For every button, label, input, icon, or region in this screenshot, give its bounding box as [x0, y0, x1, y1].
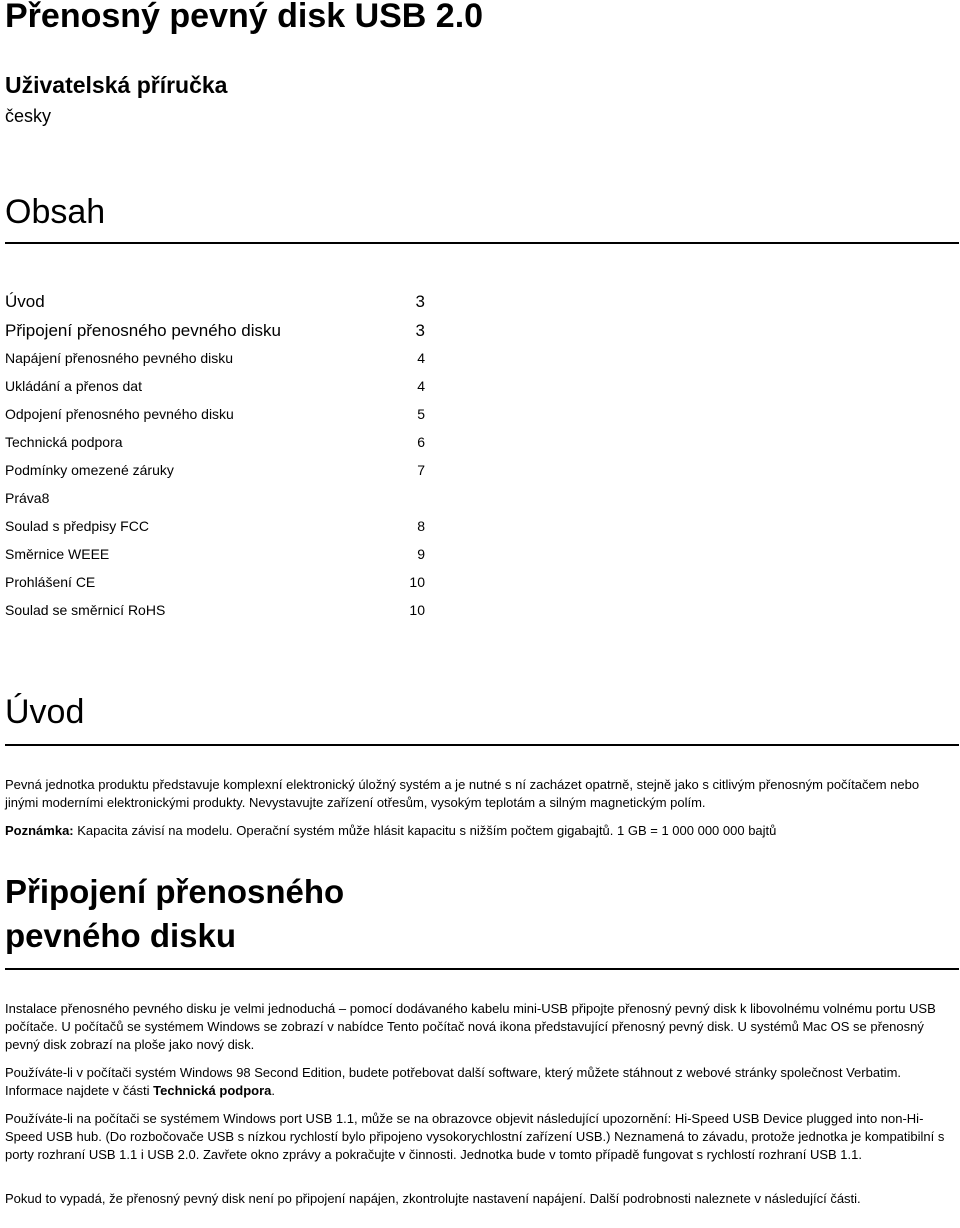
note-text: Kapacita závisí na modelu. Operační systém může hlásit kapacitu s nižším počtem gigabajtů. 1 GB = 1 000 000 000 bajtů	[73, 823, 777, 838]
table-of-contents	[5, 292, 425, 630]
toc-item[interactable]	[5, 292, 425, 321]
toc-item-label: Technická podpora	[5, 434, 123, 450]
toc-item-label: Soulad se směrnicí RoHS	[5, 602, 166, 618]
divider	[5, 242, 959, 244]
toc-item-label: Ukládání a přenos dat	[5, 378, 142, 394]
connect-paragraph-2	[5, 1064, 945, 1100]
toc-item[interactable]	[5, 546, 425, 574]
note-label: Poznámka:	[5, 823, 74, 838]
toc-item-page: 6	[417, 434, 425, 450]
connect-p2-end: .	[271, 1083, 275, 1098]
toc-heading: Obsah	[5, 193, 106, 231]
section-heading-connect-line2: pevného disku	[5, 917, 237, 954]
toc-item-label: Podmínky omezené záruky	[5, 462, 174, 478]
toc-item-label: Směrnice WEEE	[5, 546, 110, 562]
language-label: česky	[5, 106, 52, 126]
toc-item-page: 4	[417, 378, 425, 394]
support-link[interactable]: Technická podpora	[153, 1083, 272, 1098]
toc-item-label: Práva8	[5, 490, 50, 506]
toc-item[interactable]	[5, 321, 425, 350]
toc-item-page: 4	[417, 350, 425, 366]
toc-item[interactable]	[5, 378, 425, 406]
toc-item-page: 3	[415, 321, 425, 340]
toc-item-label: Připojení přenosného pevného disku	[5, 321, 281, 340]
divider	[5, 968, 959, 970]
connect-p2-text: Používáte-li v počítači systém Windows 98 Second Edition, budete potřebovat další software, který můžete stáhnout z webové stránky společnost Verbatim. Informace najdete v části	[5, 1065, 902, 1098]
toc-item-label: Napájení přenosného pevného disku	[5, 350, 234, 366]
toc-item-page: 9	[417, 546, 425, 562]
section-heading-connect-line1: Připojení přenosného	[5, 873, 345, 910]
toc-item-page: 10	[409, 574, 425, 590]
toc-item-label: Soulad s předpisy FCC	[5, 518, 149, 534]
document-title: Přenosný pevný disk USB 2.0	[5, 0, 484, 35]
toc-item-page: 10	[409, 602, 425, 618]
document-subtitle: Uživatelská příručka	[5, 72, 228, 98]
connect-paragraph-4: Pokud to vypadá, že přenosný pevný disk není po připojení napájen, zkontrolujte nastavení napájení. Další podrobnosti naleznete v následující části.	[5, 1191, 861, 1206]
toc-item[interactable]	[5, 490, 425, 518]
toc-item[interactable]	[5, 434, 425, 462]
toc-item[interactable]	[5, 406, 425, 434]
toc-item-label: Odpojení přenosného pevného disku	[5, 406, 234, 422]
toc-item-label: Prohlášení CE	[5, 574, 96, 590]
toc-item[interactable]	[5, 462, 425, 490]
divider	[5, 744, 959, 746]
toc-item-page: 3	[415, 292, 425, 311]
toc-item-page: 5	[417, 406, 425, 422]
toc-item[interactable]	[5, 350, 425, 378]
toc-item-label: Úvod	[5, 292, 45, 311]
toc-item-page: 8	[417, 518, 425, 534]
section-heading-intro: Úvod	[5, 693, 85, 731]
intro-note	[5, 822, 945, 840]
connect-paragraph-1: Instalace přenosného pevného disku je velmi jednoduchá – pomocí dodávaného kabelu mini-USB připojte přenosný pevný disk k libovolnému volnému portu USB počítače. U počítačů se systémem Windows se zobrazí v nabídce Tento počítač nová ikona představující přenosný pevný disk. U systémů Mac OS se přenosný pevný disk zobrazí na ploše jako nový disk.	[5, 1001, 936, 1052]
toc-item[interactable]	[5, 518, 425, 546]
toc-item[interactable]	[5, 574, 425, 602]
connect-paragraph-3: Používáte-li na počítači se systémem Windows port USB 1.1, může se na obrazovce objevit následující upozornění: Hi-Speed USB Device plugged into non-Hi-Speed USB hub. (Do rozbočovače USB s nízkou rychlostí bylo připojeno vysokorychlostní zařízení USB.) Neznamená to závadu, protože jednotka je kompatibilní s porty rozhraní USB 1.1 i USB 2.0. Zavřete okno zprávy a pokračujte v činnosti. Jednotka bude v tomto případě fungovat s rychlostí rozhraní USB 1.1.	[5, 1111, 945, 1162]
toc-item[interactable]	[5, 602, 425, 630]
toc-item-page: 7	[417, 462, 425, 478]
intro-paragraph: Pevná jednotka produktu představuje komplexní elektronický úložný systém a je nutné s ní zacházet opatrně, stejně jako s citlivým přenosným počítačem nebo jinými moderními elektronickými produkty. Nevystavujte zařízení otřesům, vysokým teplotám a silným magnetickým polím.	[5, 777, 920, 810]
